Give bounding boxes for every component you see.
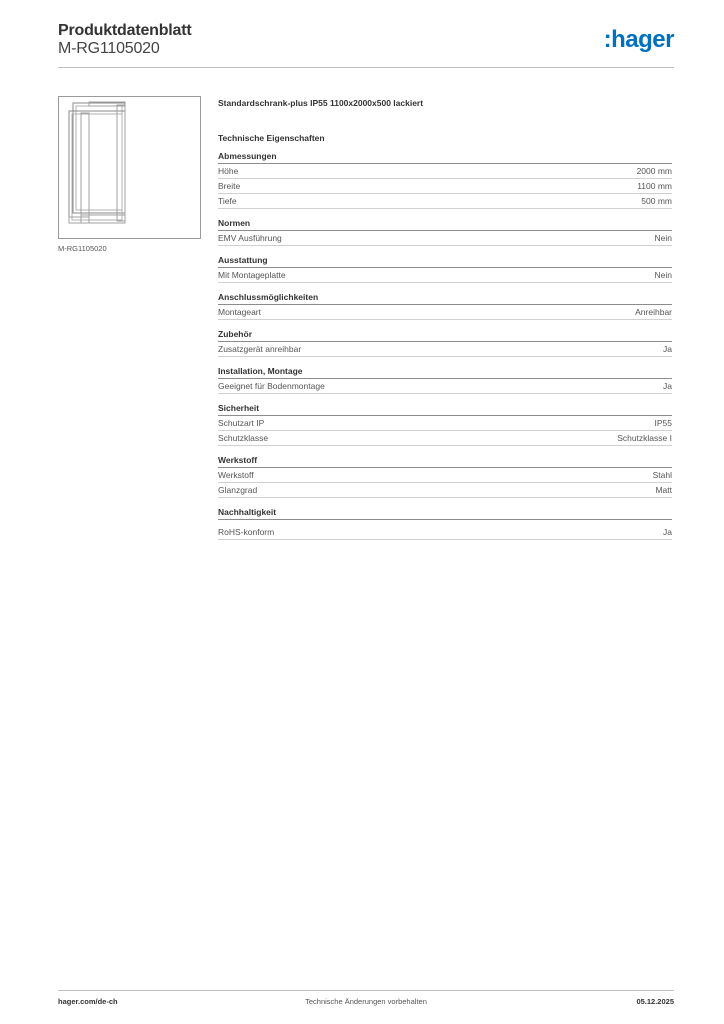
page-header bbox=[58, 20, 674, 68]
section-normen bbox=[218, 218, 672, 246]
section-ausstattung bbox=[218, 255, 672, 283]
spec-row bbox=[218, 525, 672, 540]
section-title: Ausstattung bbox=[218, 255, 672, 268]
footer-disclaimer: Technische Änderungen vorbehalten bbox=[305, 997, 427, 1006]
logo-text: hager bbox=[611, 26, 674, 53]
spec-label: Geeignet für Bodenmontage bbox=[218, 381, 325, 391]
section-title: Werkstoff bbox=[218, 455, 672, 468]
header-divider bbox=[58, 67, 674, 68]
footer-divider bbox=[58, 990, 674, 991]
spec-label: Breite bbox=[218, 181, 241, 191]
spec-label: Zusatzgerät anreihbar bbox=[218, 344, 302, 354]
spec-value: IP55 bbox=[654, 418, 672, 428]
section-title: Nachhaltigkeit bbox=[218, 507, 672, 520]
spec-label: Werkstoff bbox=[218, 470, 254, 480]
spec-label: Mit Montageplatte bbox=[218, 270, 286, 280]
spec-value: 1100 mm bbox=[637, 181, 672, 191]
spec-value: 2000 mm bbox=[636, 166, 672, 176]
footer-website-link[interactable]: hager.com/de-ch bbox=[58, 997, 118, 1006]
hager-logo[interactable]: :hager bbox=[603, 26, 674, 53]
section-installation-montage bbox=[218, 366, 672, 394]
spec-value: Stahl bbox=[652, 470, 672, 480]
spec-value: Anreihbar bbox=[635, 307, 672, 317]
section-title: Sicherheit bbox=[218, 403, 672, 416]
spec-row bbox=[218, 416, 672, 431]
spec-row bbox=[218, 379, 672, 394]
spec-value: 500 mm bbox=[641, 196, 672, 206]
section-title: Normen bbox=[218, 218, 672, 231]
spec-value: Nein bbox=[654, 270, 672, 280]
section-werkstoff bbox=[218, 455, 672, 498]
spec-label: Schutzklasse bbox=[218, 433, 269, 443]
spec-label: RoHS-konform bbox=[218, 527, 275, 537]
section-sicherheit bbox=[218, 403, 672, 446]
spec-label: EMV Ausführung bbox=[218, 233, 282, 243]
spec-row bbox=[218, 268, 672, 283]
product-image bbox=[58, 96, 201, 239]
spec-label: Montageart bbox=[218, 307, 261, 317]
spec-value: Schutzklasse I bbox=[617, 433, 672, 443]
section-nachhaltigkeit bbox=[218, 507, 672, 540]
spec-row bbox=[218, 194, 672, 209]
section-anschlussmoeglichkeiten bbox=[218, 292, 672, 320]
spec-row bbox=[218, 483, 672, 498]
spec-value: Ja bbox=[663, 527, 672, 537]
product-name: Standardschrank-plus IP55 1100x2000x500 lackiert bbox=[218, 98, 424, 108]
spec-value: Ja bbox=[663, 381, 672, 391]
article-number: M-RG1105020 bbox=[58, 40, 160, 57]
section-title: Abmessungen bbox=[218, 151, 672, 164]
spec-label: Glanzgrad bbox=[218, 485, 258, 495]
section-title: Anschlussmöglichkeiten bbox=[218, 292, 672, 305]
spec-label: Höhe bbox=[218, 166, 239, 176]
section-title: Zubehör bbox=[218, 329, 672, 342]
spec-row bbox=[218, 305, 672, 320]
spec-row bbox=[218, 164, 672, 179]
section-abmessungen bbox=[218, 151, 672, 209]
spec-value: Ja bbox=[663, 344, 672, 354]
spec-label: Schutzart IP bbox=[218, 418, 265, 428]
spec-row bbox=[218, 468, 672, 483]
cabinet-frame-image bbox=[59, 97, 200, 238]
spec-row bbox=[218, 431, 672, 446]
image-caption: M-RG1105020 bbox=[58, 244, 107, 253]
technical-properties-heading: Technische Eigenschaften bbox=[218, 133, 325, 143]
product-specs bbox=[218, 96, 672, 549]
page-title: Produktdatenblatt bbox=[58, 22, 192, 39]
spec-row bbox=[218, 179, 672, 194]
footer-date: 05.12.2025 bbox=[636, 997, 674, 1006]
spec-row bbox=[218, 342, 672, 357]
spec-value: Nein bbox=[654, 233, 672, 243]
spec-label: Tiefe bbox=[218, 196, 237, 206]
spec-value: Matt bbox=[655, 485, 672, 495]
section-zubehoer bbox=[218, 329, 672, 357]
page-footer bbox=[58, 997, 674, 1011]
spec-row bbox=[218, 231, 672, 246]
section-title: Installation, Montage bbox=[218, 366, 672, 379]
